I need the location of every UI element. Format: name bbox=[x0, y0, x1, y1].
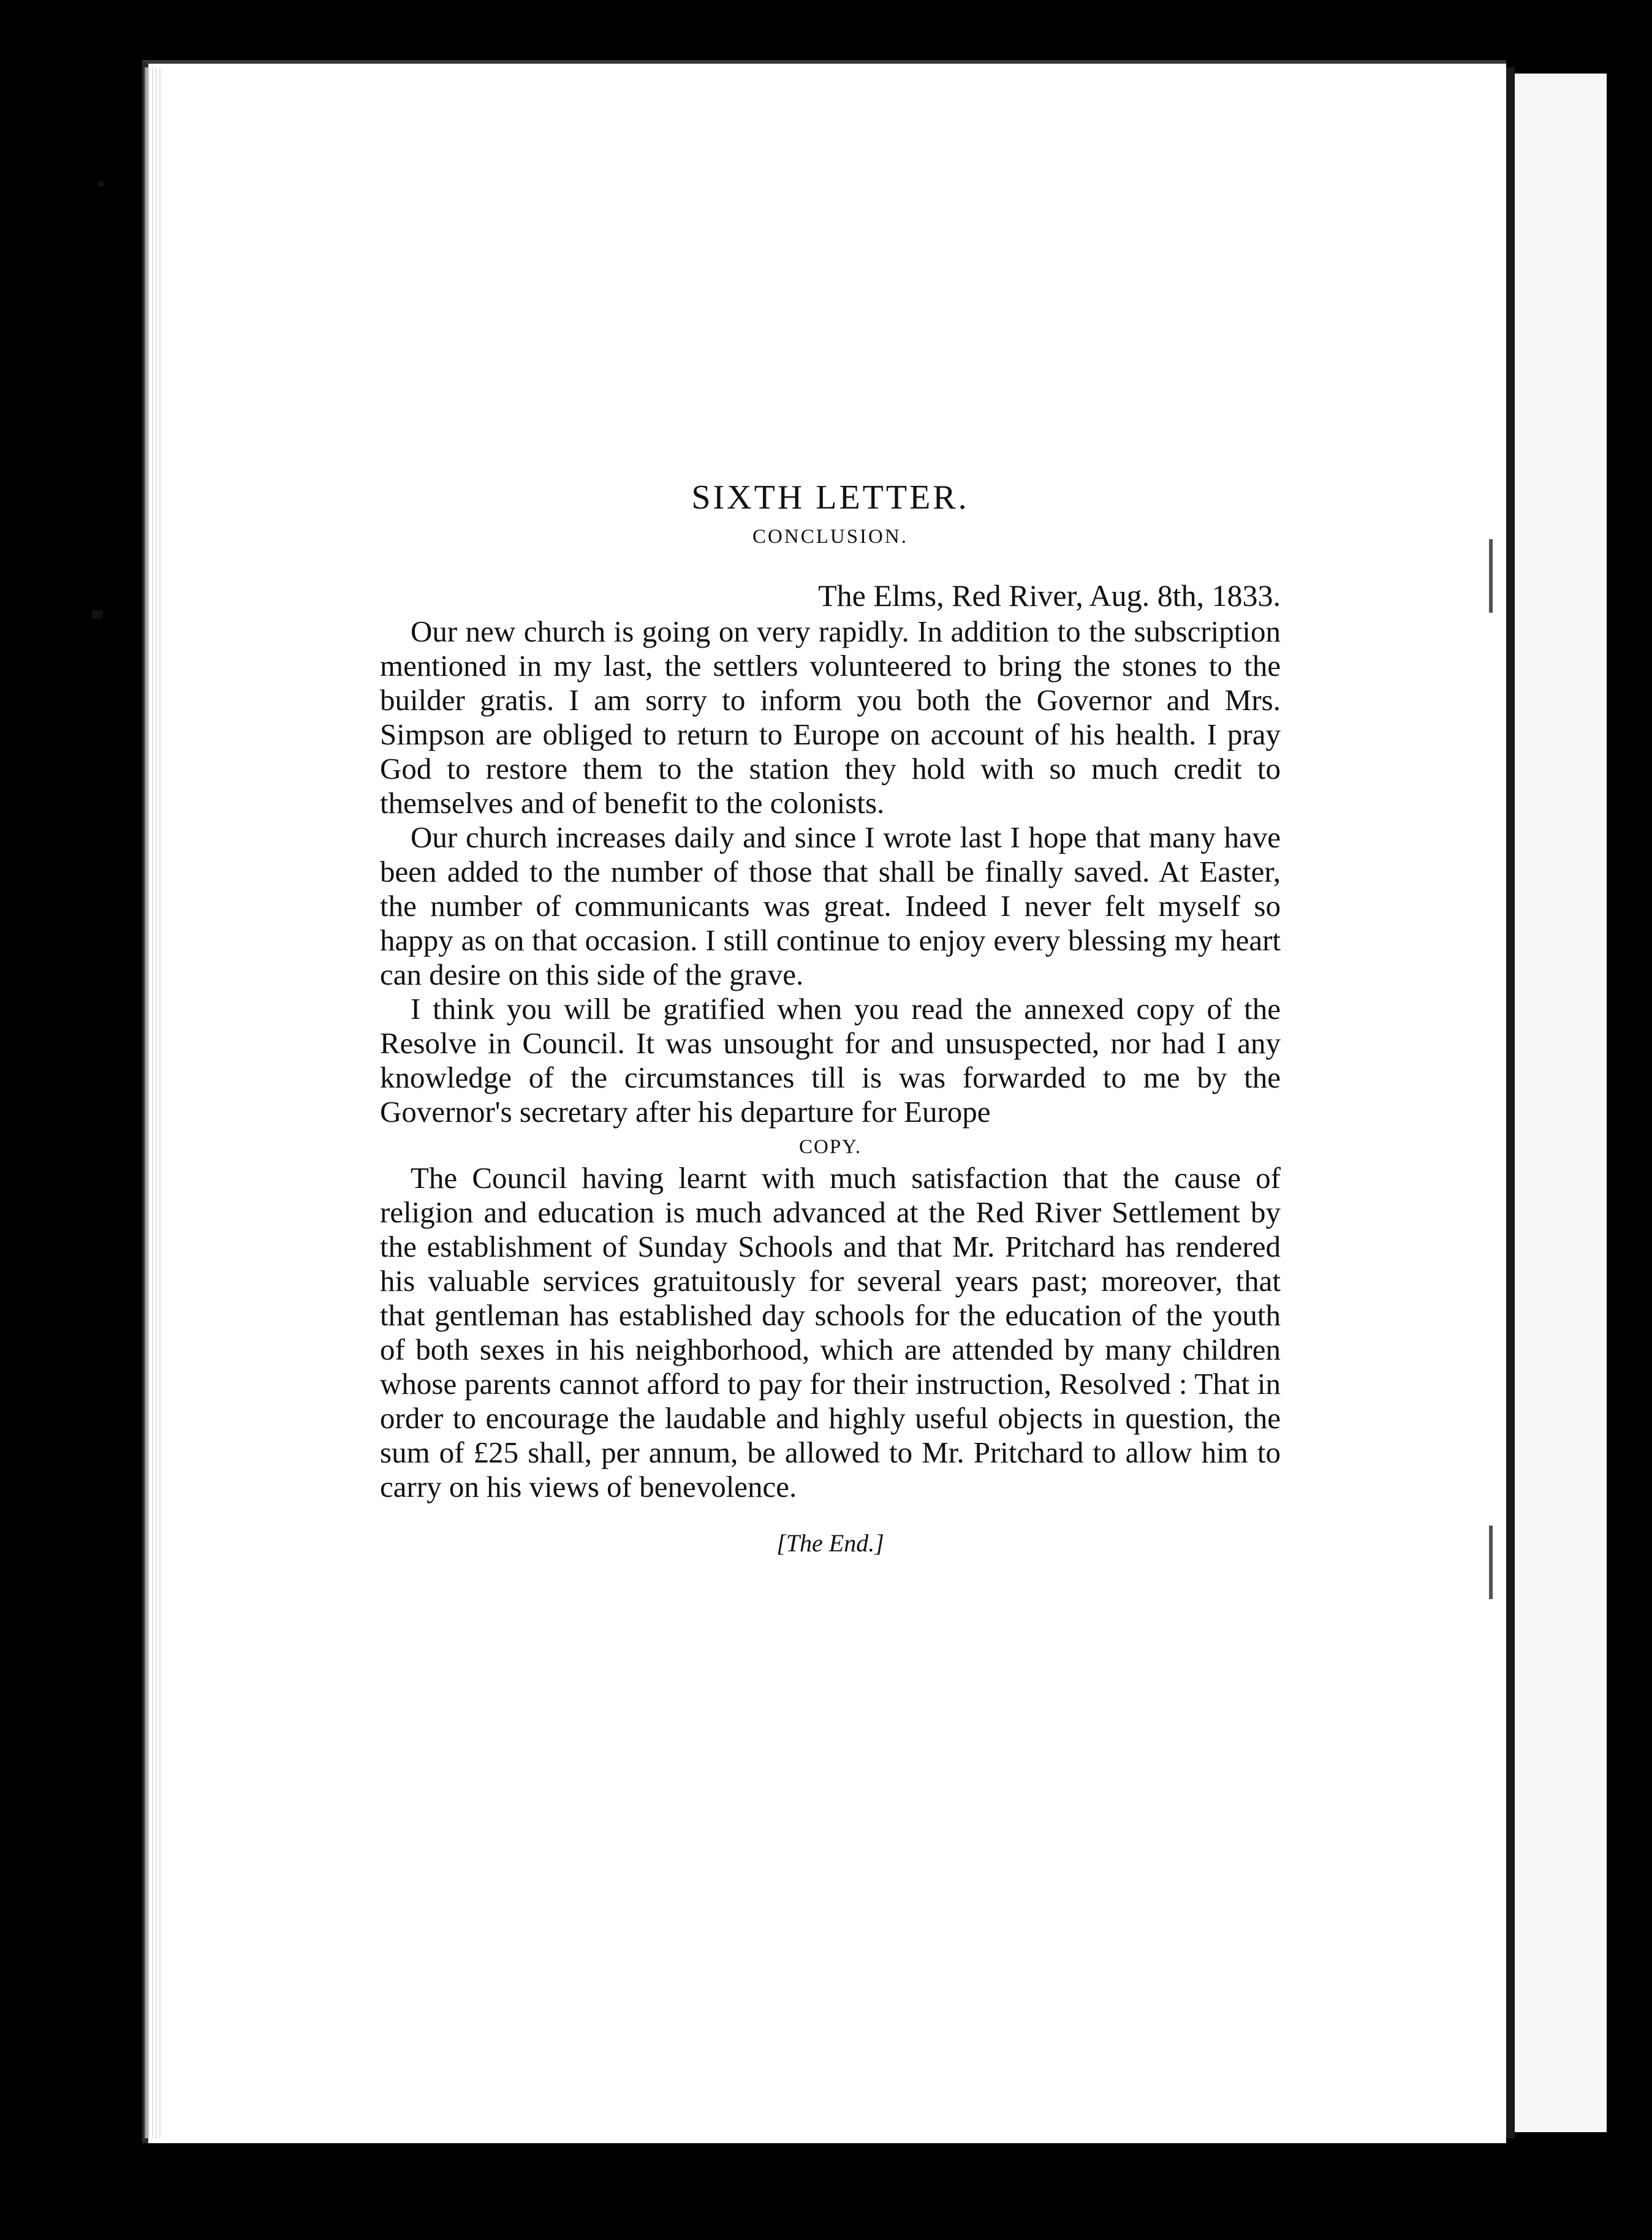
letter-subtitle: CONCLUSION. bbox=[752, 526, 908, 548]
resolve-text: The Council having learnt with much satisfaction that the cause of religion and education is much advanced at the Red River Settlement by the establishment of Sunday Schools and that Mr. Pritchard has rendered his valuable services gratuitously for several years past; moreover, that that gentleman has established day schools for the education of the youth of both sexes in his neighborhood, which are attended by many children whose parents cannot afford to pay for their instruction, Resolved : That in order to encourage the laudable and highly useful objects in question, the sum of £25 shall, per annum, be allowed to Mr. Pritchard to allow him to carry on his views of benevolence. bbox=[380, 1161, 1281, 1504]
scan-speck bbox=[92, 610, 103, 619]
page-gutter bbox=[145, 67, 163, 2138]
adjacent-page bbox=[1515, 74, 1607, 2132]
scan-speck bbox=[98, 181, 104, 186]
scan-speck bbox=[1489, 1526, 1493, 1599]
scan-speck bbox=[1489, 539, 1493, 613]
page-edge bbox=[1506, 67, 1515, 2138]
paragraph: Our new church is going on very rapidly. In addition to the subscription mentioned in my last, the settlers volunteered to bring the stones to the builder gratis. I am sorry to inform you both the Governor and Mrs. Simpson are obliged to return to Europe on account of his health. I pray God to restore them to the station they hold with so much credit to themselves and of benefit to the colonists. bbox=[380, 615, 1281, 820]
letter-text bbox=[380, 478, 1281, 1557]
letter-dateline: The Elms, Red River, Aug. 8th, 1833. bbox=[818, 578, 1281, 613]
letter-title: SIXTH LETTER. bbox=[691, 479, 969, 516]
copy-heading: COPY. bbox=[798, 1136, 862, 1158]
paragraph: I think you will be gratified when you read the annexed copy of the Resolve in Council. It was unsought for and unsuspected, nor had I any knowledge of the circumstances till is was forwarded to me by the Governor's secretary after his departure for Europe bbox=[380, 992, 1281, 1129]
end-note: [The End.] bbox=[776, 1529, 884, 1557]
paragraph: Our church increases daily and since I wrote last I hope that many have been added to the number of those that shall be finally saved. At Easter, the number of communicants was great. Indeed I never felt myself so happy as on that occasion. I still continue to enjoy every blessing my heart can desire on this side of the grave. bbox=[380, 820, 1281, 991]
